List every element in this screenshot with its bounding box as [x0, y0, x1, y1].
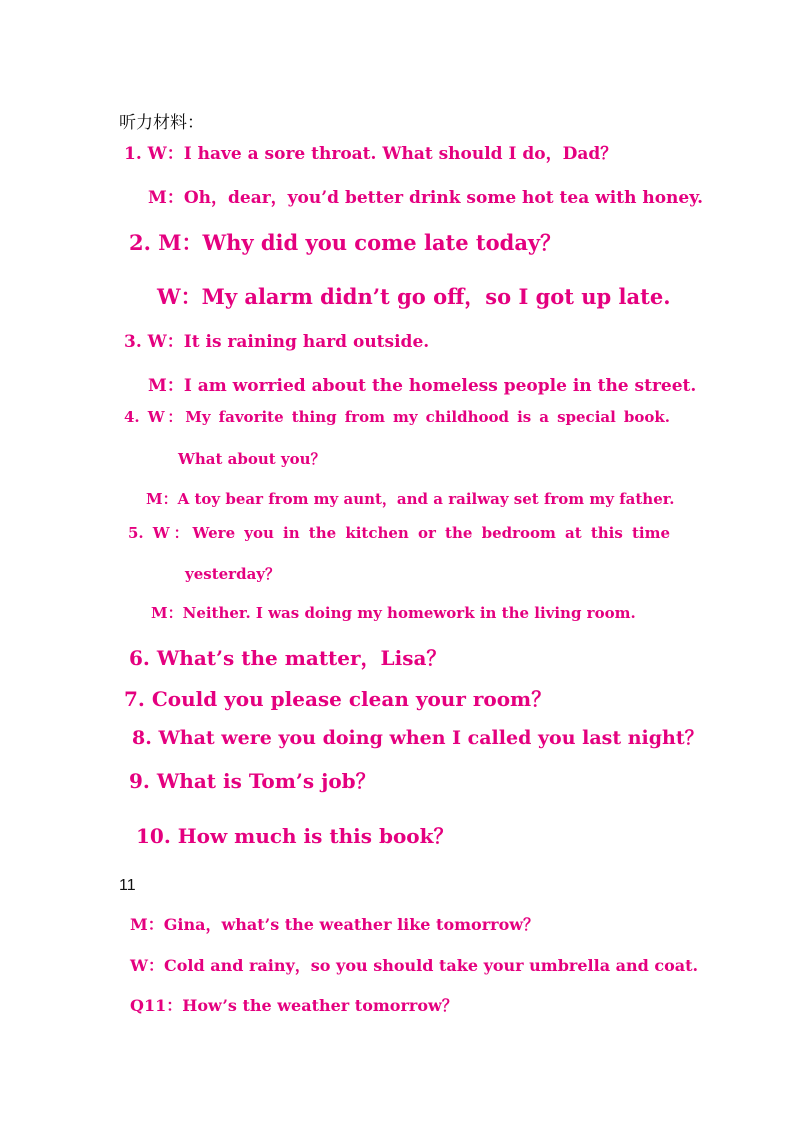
dialogue-2-line-1: 2. M：Why did you come late today？: [129, 230, 562, 255]
question-10: 10. How much is this book？: [136, 824, 454, 848]
dialogue-5-line-2: M：Neither. I was doing my homework in the living room.: [151, 604, 636, 622]
question-7: 7. Could you please clean your room？: [124, 687, 552, 711]
dialogue-3-line-1: 3. W：It is raining hard outside.: [124, 332, 430, 352]
dialogue-4-line-1: 4. W：My favorite thing from my childhood is a special book.: [124, 408, 670, 426]
question-9: 9. What is Tom’s job？: [129, 769, 376, 793]
question-8: 8. What were you doing when I called you last night？: [132, 727, 704, 749]
dialogue-5-line-1-continued: yesterday？: [185, 565, 281, 583]
item-11-question: Q11：How’s the weather tomorrow？: [130, 996, 458, 1015]
question-6: 6. What’s the matter，Lisa？: [129, 646, 447, 670]
item-11-line-2: W：Cold and rainy，so you should take your umbrella and coat.: [130, 956, 699, 975]
item-11-number: 11: [119, 877, 136, 894]
dialogue-4-line-2: M：A toy bear from my aunt，and a railway set from my father.: [146, 490, 675, 508]
dialogue-5-line-1: 5. W：Were you in the kitchen or the bedroom at this time: [128, 524, 670, 542]
item-11-line-1: M：Gina，what’s the weather like tomorrow？: [130, 915, 540, 934]
page-heading: 听力材料：: [119, 113, 204, 133]
dialogue-4-line-1-continued: What about you？: [178, 450, 326, 468]
dialogue-2-line-2: W：My alarm didn’t go off，so I got up late.: [157, 284, 671, 309]
dialogue-1-line-1: 1. W：I have a sore throat. What should I do，Dad？: [124, 144, 618, 164]
dialogue-1-line-2: M：Oh，dear，you’d better drink some hot tea with honey.: [148, 188, 704, 208]
dialogue-3-line-2: M：I am worried about the homeless people in the street.: [148, 376, 697, 396]
